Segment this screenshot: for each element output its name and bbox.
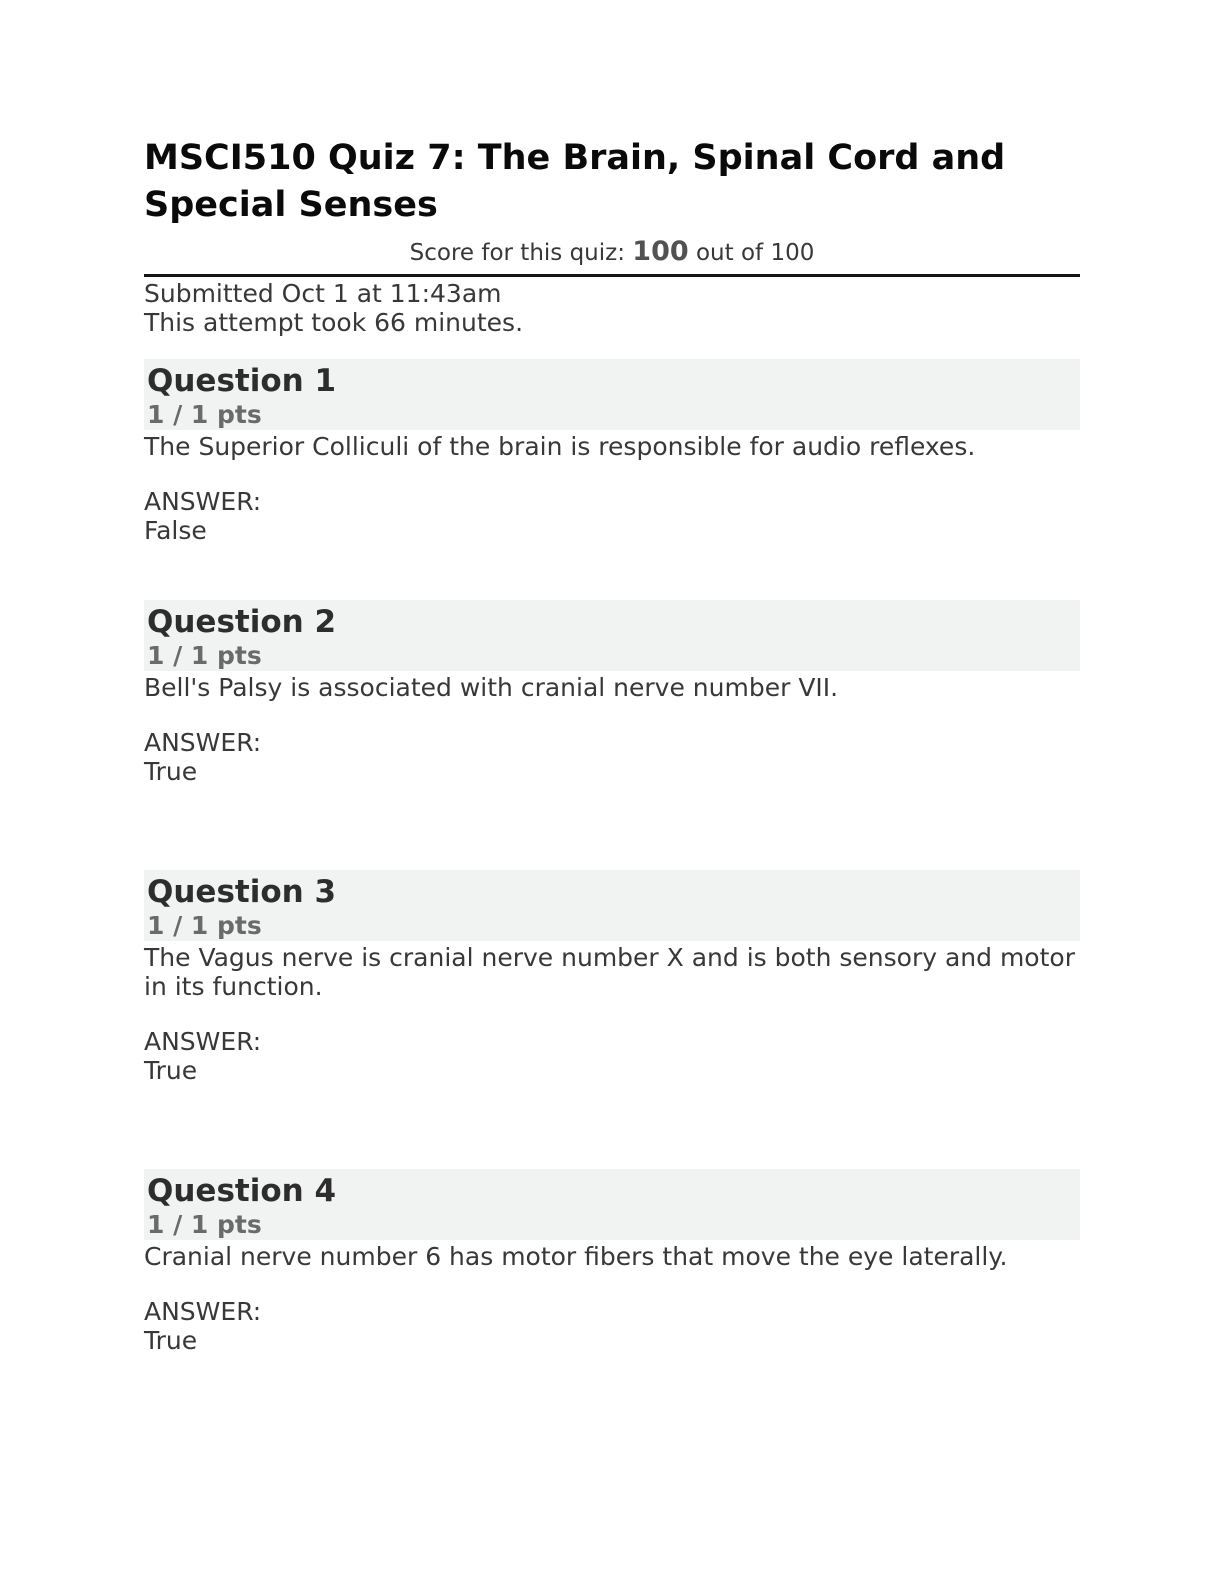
page-title: MSCI510 Quiz 7: The Brain, Spinal Cord and Special Senses xyxy=(144,138,1006,225)
attempt-duration: This attempt took 66 minutes. xyxy=(144,308,524,337)
answer-label: ANSWER: xyxy=(144,728,262,757)
score-value: 100 xyxy=(632,236,689,267)
question-title: Question 1 xyxy=(147,363,337,399)
question-header xyxy=(144,870,1080,941)
submitted-date: Submitted Oct 1 at 11:43am xyxy=(144,279,502,308)
answer-value: False xyxy=(144,516,207,545)
question-section-3 xyxy=(144,870,1080,1085)
answer-label: ANSWER: xyxy=(144,1027,262,1056)
question-header xyxy=(144,359,1080,430)
question-title: Question 2 xyxy=(147,604,337,640)
score-divider xyxy=(144,274,1080,277)
score-suffix: out of 100 xyxy=(695,240,815,266)
score-line xyxy=(144,235,1080,270)
question-points: 1 / 1 pts xyxy=(147,1210,262,1239)
question-text: Cranial nerve number 6 has motor fibers that move the eye laterally. xyxy=(144,1242,1008,1271)
answer-label: ANSWER: xyxy=(144,487,262,516)
question-points: 1 / 1 pts xyxy=(147,641,262,670)
score-prefix: Score for this quiz: xyxy=(409,240,625,266)
quiz-content xyxy=(144,0,1080,1355)
answer-value: True xyxy=(144,1056,198,1085)
question-title: Question 3 xyxy=(147,874,337,910)
question-text: The Vagus nerve is cranial nerve number X and is both sensory and motor in its function. xyxy=(144,943,1075,1001)
question-text: Bell's Palsy is associated with cranial nerve number VII. xyxy=(144,673,839,702)
question-header xyxy=(144,1169,1080,1240)
attempt-meta xyxy=(144,279,1080,337)
question-points: 1 / 1 pts xyxy=(147,400,262,429)
question-title: Question 4 xyxy=(147,1173,337,1209)
answer-value: True xyxy=(144,757,198,786)
answer-label: ANSWER: xyxy=(144,1297,262,1326)
question-section-4 xyxy=(144,1169,1080,1355)
question-header xyxy=(144,600,1080,671)
question-section-2 xyxy=(144,600,1080,786)
question-text: The Superior Colliculi of the brain is responsible for audio reflexes. xyxy=(144,432,976,461)
answer-value: True xyxy=(144,1326,198,1355)
question-points: 1 / 1 pts xyxy=(147,911,262,940)
question-section-1 xyxy=(144,359,1080,545)
